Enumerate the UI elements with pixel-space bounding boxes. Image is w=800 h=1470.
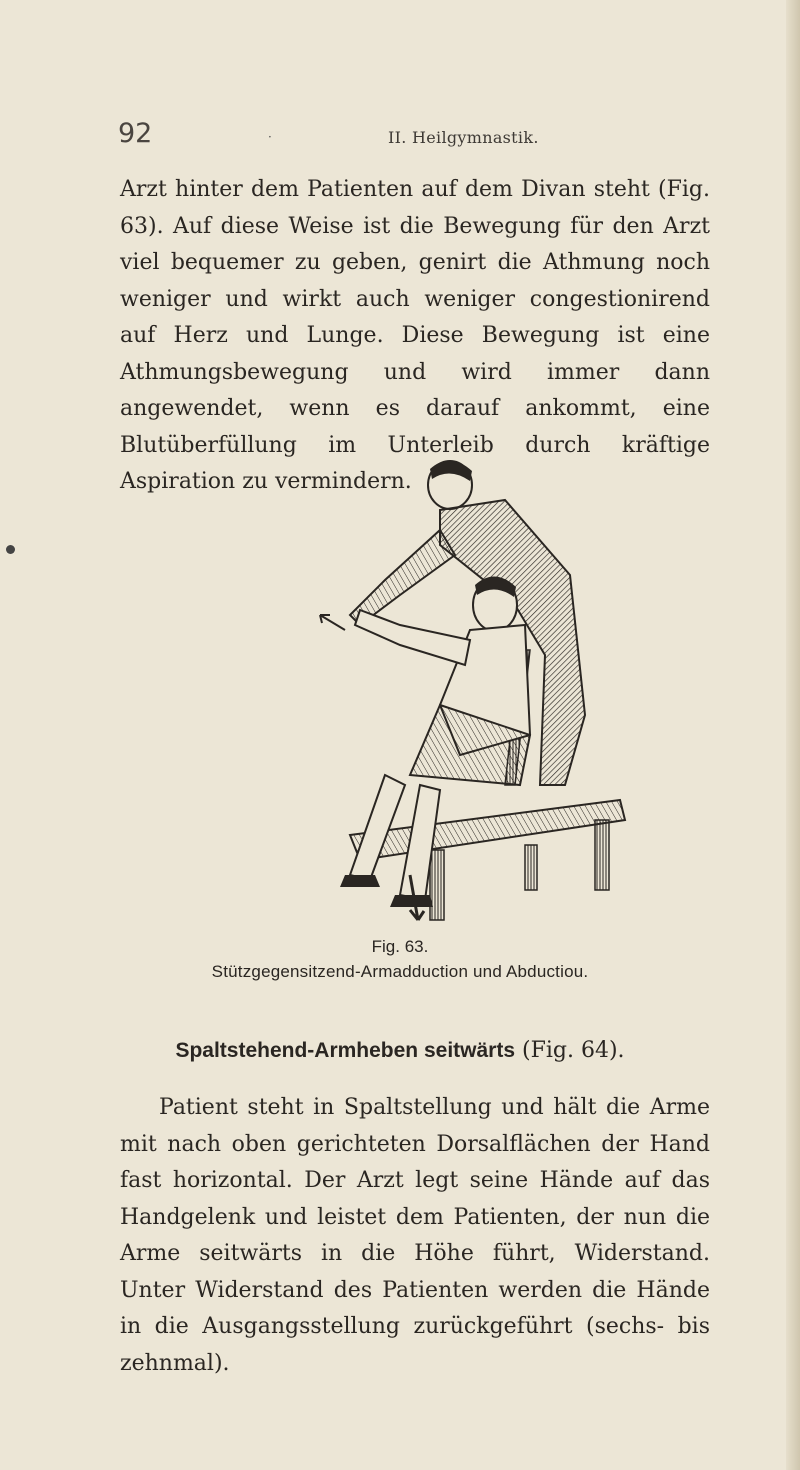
- header-dot: ·: [268, 130, 272, 144]
- paragraph-2: Patient steht in Spaltstellung und hält die Arme mit nach oben gerichteten Dorsalflächen der Hand fast horizontal. Der Arzt legt seine Hände auf das Handgelenk und leistet dem Patienten, der nun die Arme seitwärts in die Höhe führt, Widerstand. Unter Widerstand des Patienten werden die Hände in die Ausgangsstellung zurückgeführt (sechs- bis zehnmal).: [120, 1095, 710, 1376]
- page-header: [118, 118, 678, 158]
- doctor-arm: [350, 530, 455, 625]
- bench-leg-front: [430, 850, 444, 920]
- patient-arm: [355, 610, 470, 665]
- patient-shoe-right: [390, 895, 433, 907]
- margin-dot: [6, 545, 15, 554]
- figure-caption: Stützgegensitzend-Armadduction und Abductiou.: [211, 962, 589, 981]
- patient-shoe-left: [340, 875, 380, 887]
- figure-illustration: [290, 455, 650, 935]
- running-title: II. Heilgymnastik.: [388, 128, 539, 147]
- arrow-left-icon: [320, 615, 345, 630]
- section-heading-title: Spaltstehend-Armheben seitwärts: [175, 1039, 516, 1062]
- engraving-illustration: [290, 455, 650, 935]
- figure-label: Fig. 63.: [371, 937, 429, 956]
- page-edge: [786, 0, 800, 1470]
- bench-leg-middle: [525, 845, 537, 890]
- section-heading: [0, 1038, 800, 1063]
- page-number: 92: [118, 118, 153, 149]
- paragraph-1: Arzt hinter dem Patienten auf dem Divan steht (Fig. 63). Auf diese Weise ist die Bewegung für den Arzt viel bequemer zu geben, genirt die Athmung noch weniger und wirkt auch weniger congestionirend auf Herz und Lunge. Diese Bewegung ist eine Athmungsbewegung und wird immer dann angewendet, wenn es darauf ankommt, eine Blutüberfüllung im Unterleib durch kräftige Aspiration zu vermindern.: [120, 177, 710, 494]
- patient-leg-left: [350, 775, 405, 880]
- bench-leg-back: [595, 820, 609, 890]
- section-heading-ref: (Fig. 64).: [522, 1038, 625, 1063]
